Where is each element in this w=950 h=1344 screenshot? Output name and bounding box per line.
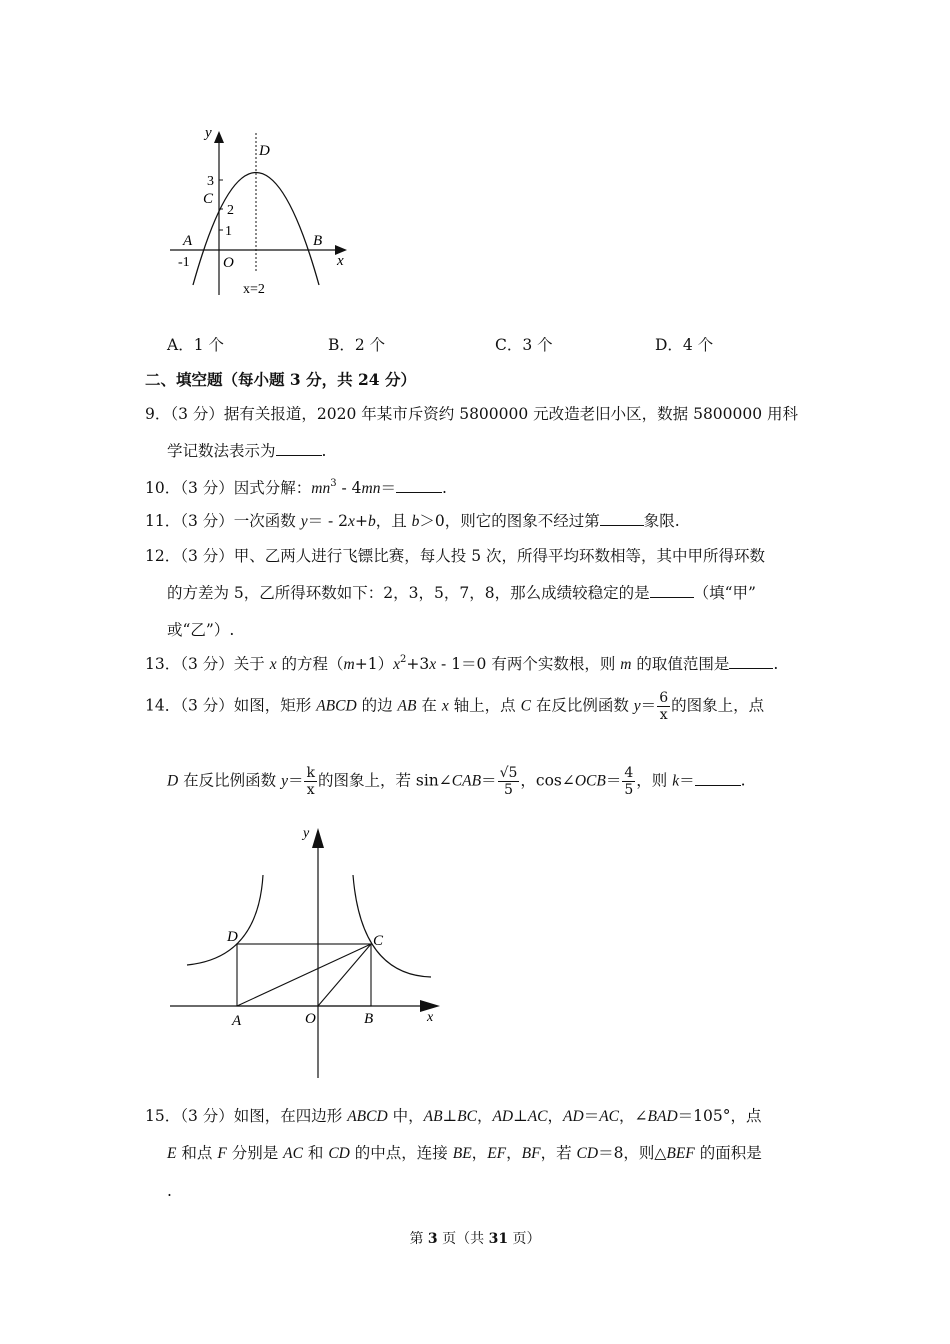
label-C: C [373, 933, 384, 949]
segment-OC [318, 944, 371, 1006]
q11: 11．（3 分）一次函数 y＝ - 2x+b，且 b＞0，则它的图象不经过第 象限. [145, 512, 680, 530]
answer-blank[interactable] [729, 654, 773, 669]
q9-line1: 9．（3 分）据有关报道，2020 年某市斥资约 5800000 元改造老旧小区，数据 5800000 用科 [145, 405, 799, 423]
section-heading: 二、填空题（每小题 3 分，共 24 分） [145, 370, 416, 389]
q10: 10．（3 分）因式分解：$mn^3 - 4mn=$ . [145, 478, 447, 497]
x-label: x [337, 253, 344, 269]
label-A: A [183, 233, 193, 249]
answer-blank[interactable] [396, 478, 442, 493]
hyperbola-right [353, 875, 431, 977]
symmetry-label: x=2 [243, 282, 265, 297]
tick-label-3: 3 [207, 174, 214, 189]
q12-line2: 的方差为 5，乙所得环数如下：2，3，5，7，8，那么成绩较稳定的是 （填“甲” [167, 584, 756, 602]
label-O: O [305, 1011, 316, 1027]
label-B: B [313, 233, 323, 249]
tick-label-2: 2 [227, 203, 234, 218]
answer-blank[interactable] [276, 441, 322, 456]
q9-line2: 学记数法表示为 . [167, 442, 327, 460]
q15-line2: E 和点 F 分别是 AC 和 CD 的中点，连接 BE，EF，BF，若 CD＝8，则△BEF 的面积是 [167, 1144, 762, 1162]
label-D: D [259, 143, 270, 159]
choice-c: C．3 个 [495, 336, 553, 354]
q13: 13．（3 分）关于 x 的方程$(m+1)x^2+3x - 1=0$ 有两个实数根，则 m 的取值范围是 . [145, 654, 779, 673]
x-label: x [427, 1010, 434, 1025]
tick-label-1: 1 [225, 224, 232, 239]
answer-blank[interactable] [600, 511, 644, 526]
q14-line1: 14．（3 分）如图，矩形 ABCD 的边 AB 在 x 轴上，点 C 在反比例函数 y＝ $\frac{6}{x}$ 的图象上，点 [145, 690, 765, 723]
choice-d: D．4 个 [655, 336, 714, 354]
page-footer: 第 3 页（共 31 页） [409, 1231, 541, 1247]
q12-line3: 或“乙”）. [167, 621, 235, 639]
fraction-k-over-x: $\frac{k}{x}$ [306, 765, 315, 798]
q12-line1: 12．（3 分）甲、乙两人进行飞镖比赛，每人投 5 次，所得平均环数相等，其中甲所得环数 [145, 547, 765, 565]
q15-line3: . [167, 1182, 172, 1200]
y-label: y [303, 826, 310, 841]
segment-AC [237, 944, 371, 1006]
choice-a: A．1 个 [167, 336, 224, 354]
label-O: O [223, 255, 234, 271]
answer-blank[interactable] [695, 771, 741, 786]
tick-label-neg1: -1 [178, 255, 190, 270]
label-D: D [227, 929, 238, 945]
y-axis-arrow [312, 828, 324, 848]
answer-blank[interactable] [650, 583, 694, 598]
q14-line2: D 在反比例函数 y＝ $\frac{k}{x}$ 的图象上，若 sin∠CAB＝ $\frac{√5}{5}$ ，cos∠OCB＝ $\frac{4}{5}$ ，则 k＝ . [167, 765, 746, 798]
y-axis-arrow [214, 131, 224, 143]
choice-b: B．2 个 [328, 336, 386, 354]
label-A: A [232, 1013, 242, 1029]
y-label: y [205, 125, 212, 141]
fraction-6-over-x: $\frac{6}{x}$ [659, 690, 669, 723]
label-B: B [364, 1011, 374, 1027]
hyperbola-graph [165, 820, 455, 1085]
fraction-4-over-5: $\frac{4}{5}$ [624, 765, 634, 798]
label-C: C [203, 191, 214, 207]
q15-line1: 15．（3 分）如图，在四边形 ABCD 中，AB⊥BC，AD⊥AC，AD＝AC，∠BAD＝105°，点 [145, 1107, 762, 1125]
parabola-graph [165, 125, 365, 305]
fraction-sqrt5-over-5: $\frac{√5}{5}$ [499, 765, 518, 798]
hyperbola-left [187, 875, 263, 965]
